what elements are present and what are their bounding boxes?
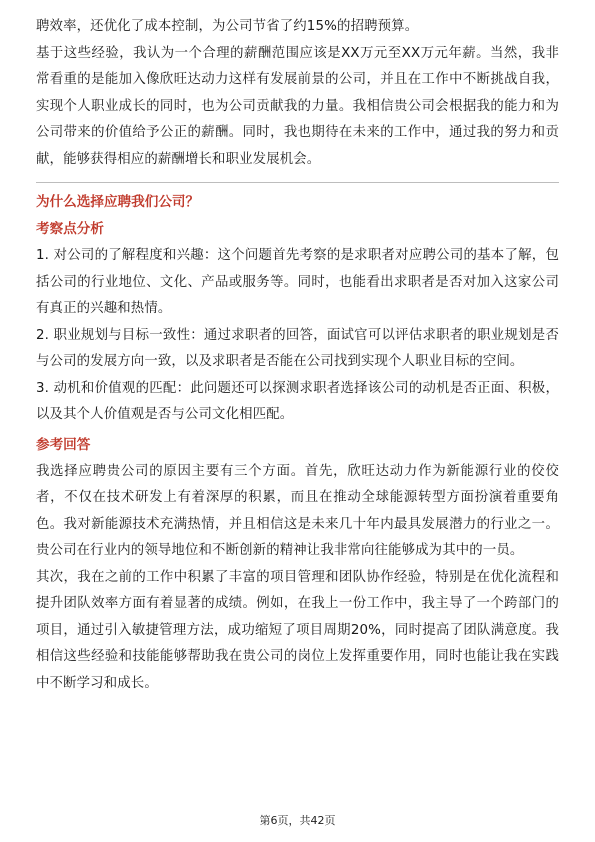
analysis-title: 考察点分析: [36, 221, 104, 237]
answer-paragraph-2: 其次，我在之前的工作中积累了丰富的项目管理和团队协作经验，特别是在优化流程和提升团队效率方面有着显著的成绩。例如，在我上一份工作中，我主导了一个跨部门的项目，通过引入敏捷管理方法，成功缩短了项目周期20%，同时提高了团队满意度。我相信这些经验和技能能够帮助我在贵公司的岗位上发挥重要作用，同时也能让我在实践中不断学习和成长。: [36, 569, 559, 691]
intro-paragraph-1: 聘效率，还优化了成本控制，为公司节省了约15%的招聘预算。: [36, 19, 419, 34]
answer-paragraph-1: 我选择应聘贵公司的原因主要有三个方面。首先，欣旺达动力作为新能源行业的佼佼者，不仅在技术研发上有着深厚的积累，而且在推动全球能源转型方面扮演着重要角色。我对新能源技术充满热情，并且相信这是未来几十年内最具发展潜力的行业之一。贵公司在行业内的领导地位和不断创新的精神让我非常向往能够成为其中的一员。: [36, 463, 559, 558]
analysis-point-3: 3. 动机和价值观的匹配：此问题还可以探测求职者选择该公司的动机是否正面、积极，以及其个人价值观是否与公司文化相匹配。: [36, 380, 559, 422]
intro-paragraph-2: 基于这些经验，我认为一个合理的薪酬范围应该是XX万元至XX万元年薪。当然，我非常看重的是能加入像欣旺达动力这样有发展前景的公司，并且在工作中不断挑战自我，实现个人职业成长的同时，也为公司贡献我的力量。我相信贵公司会根据我的能力和为公司带来的价值给予公正的薪酬。同时，我也期待在未来的工作中，通过我的努力和贡献，能够获得相应的薪酬增长和职业发展机会。: [36, 45, 559, 167]
analysis-point-1: 1. 对公司的了解程度和兴趣：这个问题首先考察的是求职者对应聘公司的基本了解，包括公司的行业地位、文化、产品或服务等。同时，也能看出求职者是否对加入这家公司有真正的兴趣和热情。: [36, 248, 559, 316]
question-title: 为什么选择应聘我们公司？: [36, 194, 200, 210]
page-footer: 第6页，共42页: [259, 814, 336, 827]
analysis-point-2: 2. 职业规划与目标一致性：通过求职者的回答，面试官可以评估求职者的职业规划是否与公司的发展方向一致，以及求职者是否能在公司找到实现个人职业目标的空间。: [36, 327, 559, 369]
answer-title: 参考回答: [36, 436, 91, 453]
document-page: [36, 14, 559, 697]
section-divider: [36, 182, 559, 183]
